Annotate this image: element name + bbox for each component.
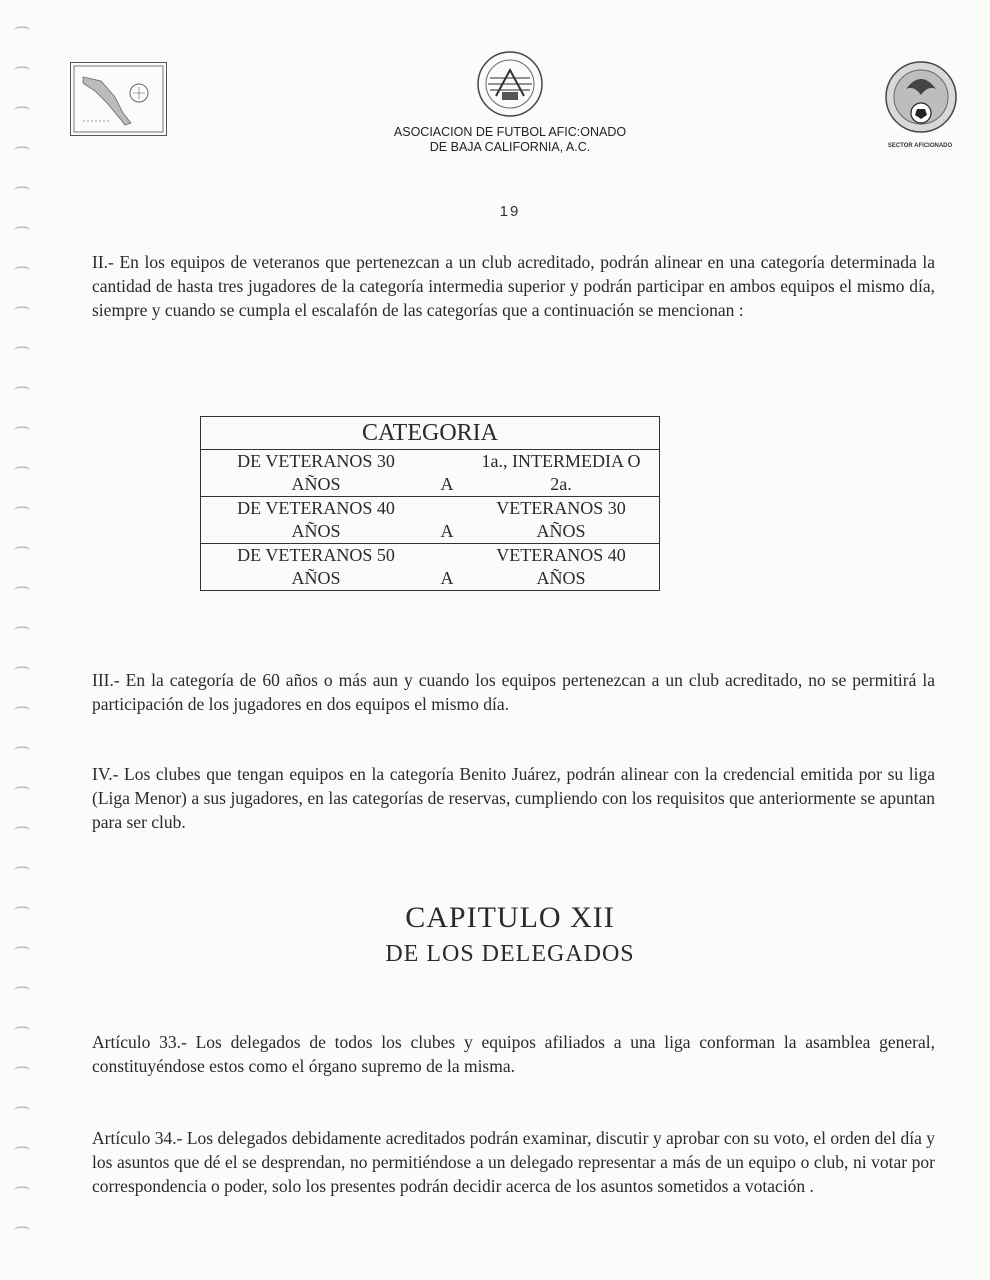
sector-label: SECTOR AFICIONADO — [887, 143, 953, 149]
table-title: CATEGORIA — [201, 417, 660, 450]
baja-california-map-logo-icon — [70, 62, 167, 136]
table-row — [201, 450, 660, 497]
from-category-unit: AÑOS — [291, 568, 341, 588]
paragraph-text: En los equipos de veteranos que pertenezcan a un club acreditado, podrán alinear en una categoría determinada la cantidad de hasta tres jugadores de la categoría intermedia superior y podrán participar en ambos equipos el mismo día, siempre y cuando se cumpla el escalafón de las categorías que a continuación se mencionan : — [92, 252, 935, 320]
fa-futbol-mexicano-logo-icon — [472, 48, 548, 120]
article-33 — [92, 1030, 935, 1078]
to-category-unit: AÑOS — [536, 521, 586, 541]
binder-punch-marks: ⌒ ⌒ ⌒ ⌒ ⌒ ⌒ ⌒ ⌒ ⌒ ⌒ ⌒ ⌒ ⌒ ⌒ ⌒ ⌒ ⌒ ⌒ ⌒ ⌒ ⌒ ⌒ ⌒ ⌒ ⌒ ⌒ ⌒ ⌒ ⌒ ⌒ ⌒ — [14, 25, 31, 1244]
chapter-title: CAPITULO XII — [405, 901, 615, 934]
article-text: Los delegados debidamente acreditados podrán examinar, discutir y aprobar con su voto, el orden del día y los asuntos que dé el se desprendan, no permitiéndose a un delegado representar a más de un equipo o club, ni votar por correspondencia o poder, solo los presentes podrán decidir acerca de los asuntos sometidos a votación . — [92, 1128, 935, 1196]
from-category: DE VETERANOS 30 — [237, 451, 395, 471]
table-row — [201, 497, 660, 544]
separator: A — [440, 568, 454, 588]
category-table — [200, 416, 660, 591]
paragraph-ii — [92, 250, 935, 322]
from-category-unit: AÑOS — [291, 521, 341, 541]
association-name-line2: DE BAJA CALIFORNIA, A.C. — [429, 140, 591, 154]
to-category: VETERANOS 30 — [496, 498, 626, 518]
page-number: 19 — [499, 203, 521, 220]
to-category: 1a., INTERMEDIA O — [481, 451, 641, 471]
to-category-unit: 2a. — [550, 474, 572, 494]
separator: A — [440, 521, 454, 541]
article-34 — [92, 1126, 935, 1198]
to-category: VETERANOS 40 — [496, 545, 626, 565]
to-category-unit: AÑOS — [536, 568, 586, 588]
from-category-unit: AÑOS — [291, 474, 341, 494]
association-name — [340, 125, 680, 155]
from-category: DE VETERANOS 50 — [237, 545, 395, 565]
mexican-eagle-soccer-emblem-icon — [882, 55, 960, 150]
paragraph-iv — [92, 762, 935, 834]
table-row — [201, 544, 660, 591]
article-text: Los delegados de todos los clubes y equipos afiliados a una liga conforman la asamblea general, constituyéndose estos como el órgano supremo de la misma. — [92, 1032, 935, 1076]
article-lead: Artículo 33.- — [92, 1032, 187, 1052]
separator: A — [440, 474, 454, 494]
paragraph-text: Los clubes que tengan equipos en la categoría Benito Juárez, podrán alinear con la credencial emitida por su liga (Liga Menor) a sus jugadores, en las categorías de reservas, cumpliendo con los requisitos que anteriormente se apuntan para ser club. — [92, 764, 935, 832]
from-category: DE VETERANOS 40 — [237, 498, 395, 518]
chapter-subtitle: DE LOS DELEGADOS — [385, 941, 635, 967]
paragraph-iii — [92, 668, 935, 716]
table-header-row — [201, 417, 660, 450]
association-name-line1: ASOCIACION DE FUTBOL AFIC:ONADO — [393, 125, 627, 139]
paragraph-lead: II.- — [92, 252, 114, 272]
paragraph-lead: III.- — [92, 670, 120, 690]
paragraph-text: En la categoría de 60 años o más aun y cuando los equipos pertenezcan a un club acreditado, no se permitirá la participación de los jugadores en dos equipos el mismo día. — [92, 670, 935, 714]
article-lead: Artículo 34.- — [92, 1128, 183, 1148]
paragraph-lead: IV.- — [92, 764, 119, 784]
